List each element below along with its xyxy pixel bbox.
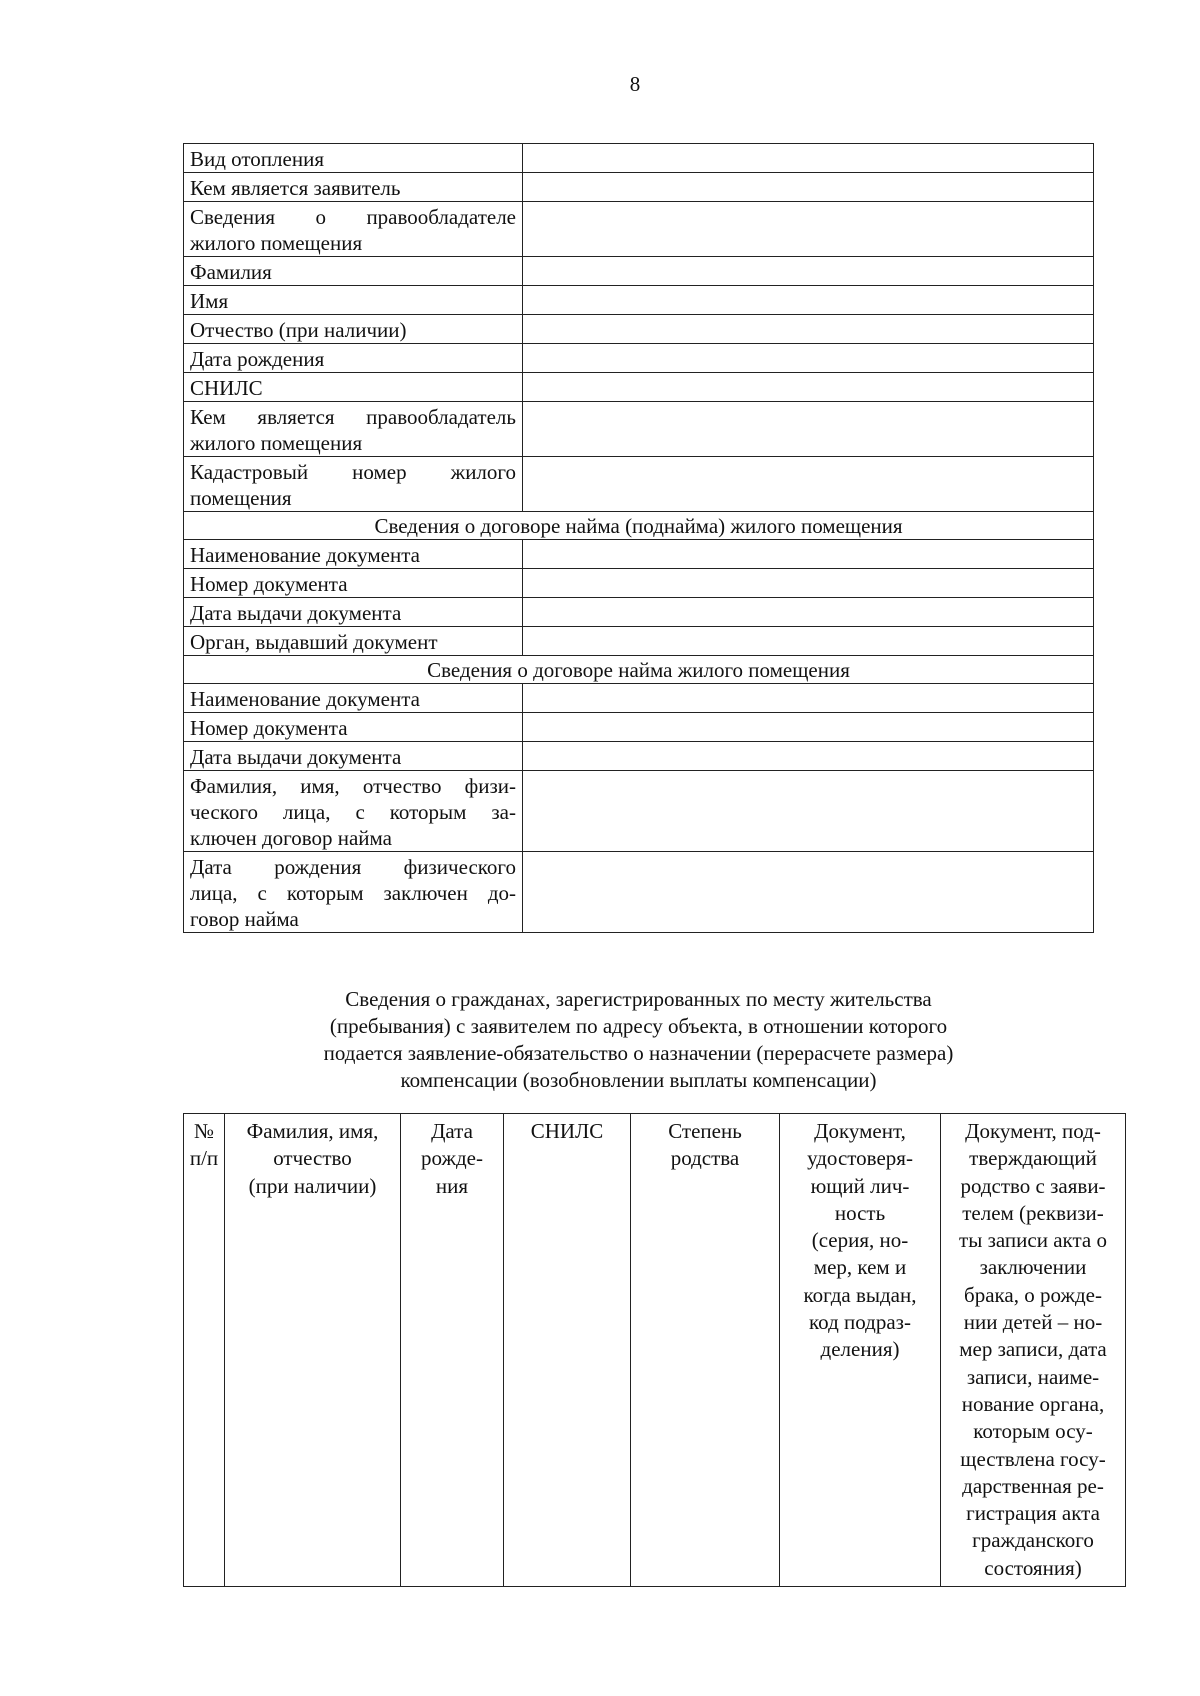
form-label-line: Сведения о правообладателе xyxy=(190,205,516,229)
citizens-heading xyxy=(183,986,1094,1094)
form-value[interactable] xyxy=(523,457,1094,512)
form-row-lease-doc-number xyxy=(184,713,1094,742)
column-header-birth-date xyxy=(401,1114,504,1587)
form-label xyxy=(184,402,523,457)
form-row-surname xyxy=(184,257,1094,286)
header-line: родства xyxy=(670,1146,740,1171)
header-line: п/п xyxy=(189,1146,219,1171)
form-label-line: жилого помещения xyxy=(190,431,363,455)
form-label-line: Фамилия, имя, отчество физи- xyxy=(190,774,516,798)
form-value[interactable] xyxy=(523,771,1094,852)
form-value[interactable] xyxy=(523,402,1094,457)
column-header-kinship-document xyxy=(941,1114,1126,1587)
form-row-owner-role xyxy=(184,402,1094,457)
form-value[interactable] xyxy=(523,742,1094,771)
header-line: СНИЛС xyxy=(530,1119,604,1143)
form-row-lease-doc-name xyxy=(184,684,1094,713)
form-row-lease-doc-date xyxy=(184,742,1094,771)
header-line: брака, о рожде- xyxy=(964,1282,1102,1307)
header-line: удостоверя- xyxy=(807,1146,913,1171)
form-label: Номер документа xyxy=(184,569,523,598)
column-header-full-name xyxy=(225,1114,401,1587)
header-line: тверждающий xyxy=(969,1146,1097,1171)
form-label: Наименование документа xyxy=(184,684,523,713)
form-label: Фамилия xyxy=(184,257,523,286)
form-value[interactable] xyxy=(523,202,1094,257)
header-line: Дата xyxy=(431,1119,473,1143)
form-value[interactable] xyxy=(523,569,1094,598)
form-row-sublease-doc-date xyxy=(184,598,1094,627)
form-value[interactable] xyxy=(523,315,1094,344)
column-header-number xyxy=(184,1114,225,1587)
header-line: мер, кем и xyxy=(813,1255,907,1280)
header-line: № xyxy=(193,1119,215,1143)
header-line: Степень xyxy=(668,1119,742,1143)
form-label-line: Дата рождения физического xyxy=(190,855,516,879)
form-label xyxy=(184,771,523,852)
header-line: ществлена госу- xyxy=(960,1446,1106,1471)
table-header-row xyxy=(184,1114,1126,1587)
form-value[interactable] xyxy=(523,257,1094,286)
header-line: заключении xyxy=(979,1255,1087,1280)
form-label: Вид отопления xyxy=(184,144,523,173)
form-label: Номер документа xyxy=(184,713,523,742)
form-label: Наименование документа xyxy=(184,540,523,569)
form-value[interactable] xyxy=(523,373,1094,402)
form-value[interactable] xyxy=(523,540,1094,569)
form-label-line: лица, с которым заключен до- xyxy=(190,881,516,905)
header-line: когда выдан, xyxy=(803,1282,917,1307)
form-row-sublease-doc-number xyxy=(184,569,1094,598)
section-title: Сведения о договоре найма жилого помещения xyxy=(184,656,1094,684)
header-line: родство с заяви- xyxy=(960,1173,1106,1198)
form-row-applicant-role xyxy=(184,173,1094,202)
form-row-name xyxy=(184,286,1094,315)
form-label-line: ческого лица, с которым за- xyxy=(190,800,516,824)
header-line: ты записи акта о xyxy=(959,1228,1107,1253)
form-label: Кем является заявитель xyxy=(184,173,523,202)
column-header-identity-document xyxy=(780,1114,941,1587)
page-number: 8 xyxy=(629,72,641,96)
form-label-line: Кем является правообладатель xyxy=(190,405,516,429)
form-row-lease-tenant-birth-date xyxy=(184,852,1094,933)
form-value[interactable] xyxy=(523,627,1094,656)
heading-line: Сведения о гражданах, зарегистрированных по месту жительства xyxy=(345,987,932,1011)
form-label xyxy=(184,457,523,512)
form-label: Имя xyxy=(184,286,523,315)
form-label: СНИЛС xyxy=(184,373,523,402)
form-label: Орган, выдавший документ xyxy=(184,627,523,656)
form-value[interactable] xyxy=(523,286,1094,315)
header-line: которым осу- xyxy=(973,1419,1093,1444)
header-line: Документ, под- xyxy=(965,1119,1101,1143)
form-value[interactable] xyxy=(523,173,1094,202)
form-label xyxy=(184,852,523,933)
heading-line: компенсации (возобновлении выплаты компенсации) xyxy=(400,1068,877,1092)
column-header-snils xyxy=(504,1114,631,1587)
form-row-owner-info xyxy=(184,202,1094,257)
form-label-line: Кадастровый номер жилого xyxy=(190,460,516,484)
form-label-line: говор найма xyxy=(190,907,299,931)
form-row-birth-date xyxy=(184,344,1094,373)
header-line: рожде- xyxy=(421,1146,483,1171)
form-label-line: помещения xyxy=(190,486,292,510)
header-line: деления) xyxy=(820,1337,900,1362)
form-label-line: ключен договор найма xyxy=(190,826,393,850)
heading-line: (пребывания) с заявителем по адресу объекта, в отношении которого xyxy=(329,1014,948,1038)
form-label: Отчество (при наличии) xyxy=(184,315,523,344)
header-line: записи, наиме- xyxy=(966,1364,1100,1389)
form-row-lease-tenant-name xyxy=(184,771,1094,852)
form-row-snils xyxy=(184,373,1094,402)
header-line: состояния) xyxy=(984,1555,1082,1580)
header-line: ния xyxy=(435,1173,469,1198)
form-value[interactable] xyxy=(523,344,1094,373)
form-value[interactable] xyxy=(523,684,1094,713)
header-line: (при наличии) xyxy=(248,1173,377,1198)
application-form-table xyxy=(183,143,1094,933)
form-label xyxy=(184,202,523,257)
form-value[interactable] xyxy=(523,598,1094,627)
header-line: гражданского xyxy=(972,1528,1094,1553)
heading-line: подается заявление-обязательство о назначении (перерасчете размера) xyxy=(323,1041,954,1065)
header-line: (серия, но- xyxy=(811,1228,909,1253)
section-title: Сведения о договоре найма (поднайма) жилого помещения xyxy=(184,512,1094,540)
form-label: Дата рождения xyxy=(184,344,523,373)
header-line: Документ, xyxy=(814,1119,906,1143)
form-value[interactable] xyxy=(523,144,1094,173)
registered-citizens-table xyxy=(183,1113,1126,1587)
form-row-cadastral-number xyxy=(184,457,1094,512)
form-label: Дата выдачи документа xyxy=(184,598,523,627)
header-line: мер записи, дата xyxy=(959,1337,1107,1362)
header-line: дарственная ре- xyxy=(962,1473,1104,1498)
header-line: отчество xyxy=(273,1146,352,1171)
form-value[interactable] xyxy=(523,713,1094,742)
header-line: телем (реквизи- xyxy=(962,1200,1104,1225)
form-label: Дата выдачи документа xyxy=(184,742,523,771)
header-line: нии детей – но- xyxy=(963,1310,1103,1335)
form-row-sublease-doc-name xyxy=(184,540,1094,569)
header-line: гистрация акта xyxy=(966,1501,1100,1526)
header-line: Фамилия, имя, xyxy=(246,1119,379,1143)
form-row-heating-type xyxy=(184,144,1094,173)
column-header-kinship xyxy=(631,1114,780,1587)
form-row-sublease-doc-issuer xyxy=(184,627,1094,656)
section-header-lease xyxy=(184,656,1094,684)
header-line: код подраз- xyxy=(809,1310,911,1335)
header-line: ность xyxy=(834,1200,886,1225)
section-header-sublease xyxy=(184,512,1094,540)
form-row-patronymic xyxy=(184,315,1094,344)
header-line: нование органа, xyxy=(961,1391,1105,1416)
form-label-line: жилого помещения xyxy=(190,231,363,255)
form-value[interactable] xyxy=(523,852,1094,933)
header-line: ющий лич- xyxy=(810,1173,910,1198)
